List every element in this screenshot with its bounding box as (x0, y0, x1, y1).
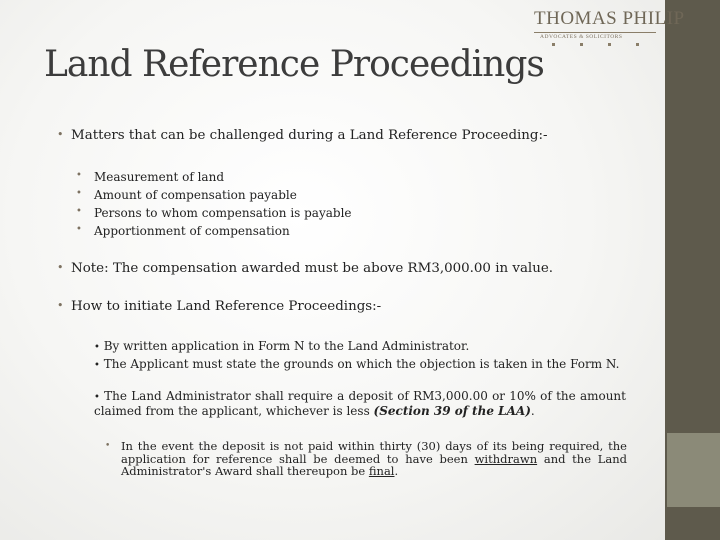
sub-item-end: . (394, 464, 399, 478)
list-item (76, 224, 290, 238)
firm-logo (530, 8, 685, 46)
sub-item-text: and the Land Administrator's Award shall thereupon be (121, 451, 627, 478)
bullet-icon: • (94, 360, 100, 371)
list-item-end: . (530, 403, 535, 418)
bullet-icon: • (76, 188, 82, 199)
bullet-how-to (57, 299, 382, 314)
bullet-matters (57, 128, 548, 143)
list-item (76, 206, 352, 220)
logo-subtitle: ADVOCATES & SOLICITORS (540, 34, 623, 40)
underlined-final: final (368, 464, 395, 478)
list-item-text: Amount of compensation payable (94, 188, 297, 202)
bullet-icon: • (105, 441, 111, 451)
underlined-withdrawn: withdrawn (474, 451, 538, 466)
list-item-text: Measurement of land (94, 170, 224, 184)
list-item-text: The Applicant must state the grounds on which the objection is taken in the Form N. (103, 357, 620, 371)
list-item-text: By written application in Form N to the Land Administrator. (103, 339, 470, 353)
bullet-icon: • (57, 299, 64, 312)
list-item (94, 390, 626, 417)
list-item (94, 358, 626, 373)
sidebar-accent-block (667, 433, 720, 507)
list-item-text: Persons to whom compensation is payable (94, 206, 352, 220)
bullet-text: Note: The compensation awarded must be above RM3,000.00 in value. (71, 261, 554, 276)
bullet-icon: • (94, 392, 100, 403)
bullet-icon: • (76, 206, 82, 217)
logo-name: THOMAS PHILIP (534, 8, 685, 29)
slide-title: Land Reference Proceedings (44, 44, 544, 85)
bullet-text: Matters that can be challenged during a Land Reference Proceeding:- (71, 128, 548, 143)
list-item (94, 340, 626, 355)
bullet-text: How to initiate Land Reference Proceedings:- (71, 299, 382, 314)
list-item-text: Apportionment of compensation (94, 224, 290, 238)
sub-item-text: In the event the deposit is not paid within thirty (30) days of its being required, the application for reference shall be deemed to have been (121, 439, 627, 466)
bullet-icon: • (57, 261, 64, 274)
list-item (76, 188, 297, 202)
list-item (76, 170, 224, 184)
logo-dots (552, 43, 642, 47)
bullet-icon: • (94, 342, 100, 353)
sub-list-item (105, 439, 627, 478)
bullet-icon: • (57, 128, 64, 141)
bullet-icon: • (76, 170, 82, 181)
bullet-note (57, 261, 554, 276)
logo-rule (534, 32, 656, 33)
bullet-icon: • (76, 224, 82, 235)
list-item-text: The Land Administrator shall require a deposit of RM3,000.00 or 10% of the amount claimed from the applicant, whichever is less (94, 389, 626, 418)
section-reference: (Section 39 of the LAA) (373, 403, 531, 418)
